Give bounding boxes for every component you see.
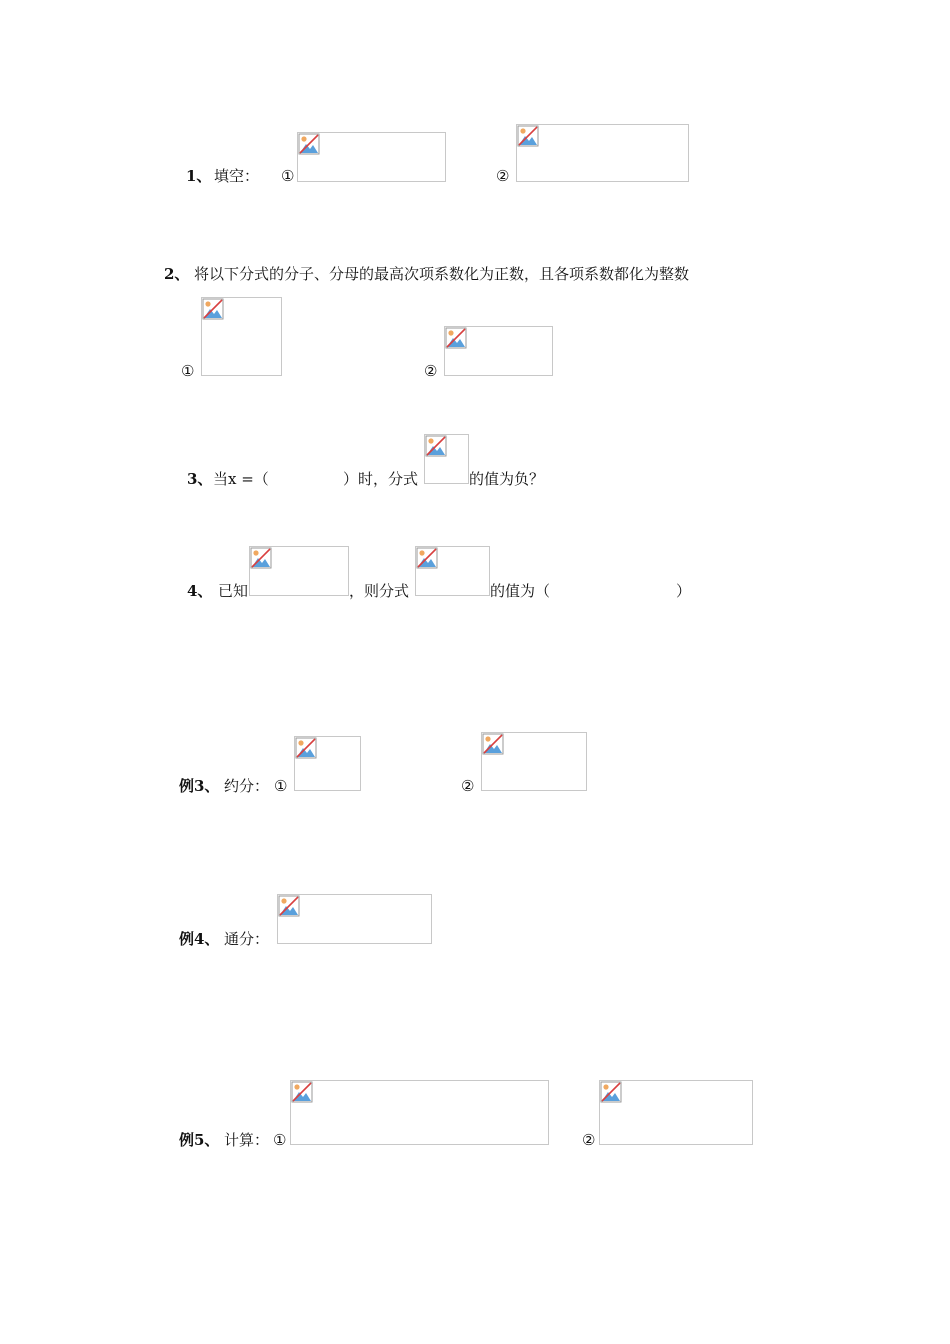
question-4-number: 4、	[187, 582, 213, 600]
formula-image	[297, 132, 446, 182]
question-4-suffix: 的值为（	[490, 582, 551, 600]
question-4-prefix: 已知	[218, 582, 249, 600]
marker-circled-2: ②	[424, 362, 438, 380]
marker-circled-2: ②	[582, 1131, 596, 1149]
marker-circled-1: ①	[181, 362, 195, 380]
example-5-label: 例5、	[179, 1131, 220, 1149]
marker-circled-2: ②	[496, 167, 510, 185]
example-4-text: 通分：	[224, 930, 270, 948]
question-1-number: 1、	[186, 167, 212, 185]
formula-image	[294, 736, 361, 791]
formula-image	[424, 434, 469, 484]
example-3-text: 约分：	[224, 777, 270, 795]
marker-circled-1: ①	[281, 167, 295, 185]
question-2-text: 将以下分式的分子、分母的最高次项系数化为正数，且各项系数都化为整数	[194, 265, 690, 283]
example-4-label: 例4、	[179, 930, 220, 948]
question-3-number: 3、	[187, 470, 213, 488]
question-3-middle: ）时，分式	[343, 470, 419, 488]
formula-image	[599, 1080, 753, 1145]
marker-circled-1: ①	[273, 1131, 287, 1149]
question-2-number: 2、	[164, 265, 190, 283]
formula-image	[444, 326, 553, 376]
formula-image	[201, 297, 282, 376]
question-3-prefix: 当x =（	[213, 470, 269, 488]
formula-image	[516, 124, 689, 182]
marker-circled-1: ①	[274, 777, 288, 795]
question-3-suffix: 的值为负？	[469, 470, 545, 488]
example-3-label: 例3、	[179, 777, 220, 795]
question-4-close: ）	[676, 582, 692, 600]
question-4-middle: ，则分式	[349, 582, 410, 600]
formula-image	[277, 894, 432, 944]
formula-image	[481, 732, 587, 791]
formula-image	[249, 546, 349, 596]
question-1-label: 填空：	[214, 167, 260, 185]
example-5-text: 计算：	[224, 1131, 270, 1149]
formula-image	[415, 546, 490, 596]
formula-image	[290, 1080, 549, 1145]
marker-circled-2: ②	[461, 777, 475, 795]
